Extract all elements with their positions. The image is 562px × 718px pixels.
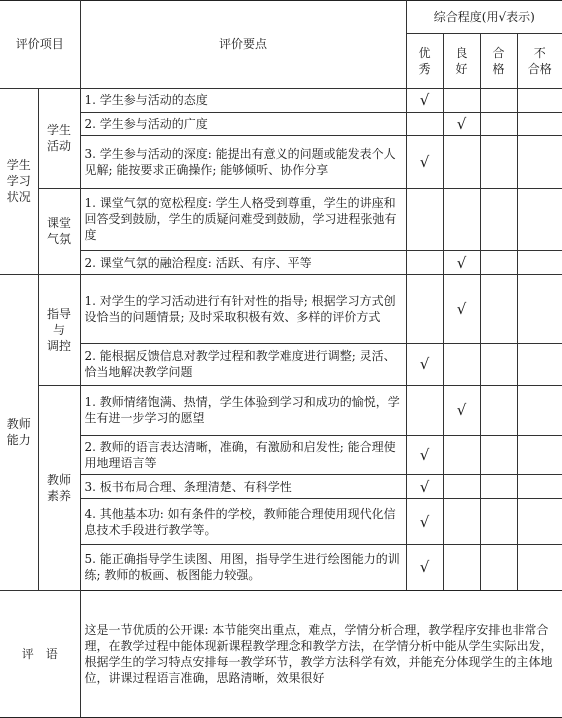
grade-cell xyxy=(443,385,480,435)
table-row xyxy=(0,435,562,475)
check-mark-icon: √ xyxy=(419,91,430,110)
evaluation-point: 1. 教师情绪饱满、热情，学生体验到学习和成功的愉悦，学生有进一步学习的愿望 xyxy=(80,385,406,435)
grade-cell xyxy=(517,88,562,112)
header-item: 评价项目 xyxy=(0,1,80,89)
grade-cell xyxy=(443,88,480,112)
grade-cell xyxy=(517,136,562,188)
grade-cell xyxy=(443,544,480,590)
table-row xyxy=(0,544,562,590)
grade-cell xyxy=(517,499,562,545)
grade-cell xyxy=(406,499,443,545)
grade-cell xyxy=(443,112,480,136)
grade-cell xyxy=(443,343,480,385)
grade-cell xyxy=(406,385,443,435)
section-label: 学生 学习 状况 xyxy=(0,88,38,275)
evaluation-point: 2. 课堂气氛的融洽程度: 活跃、有序、平等 xyxy=(80,251,406,275)
header-row-1 xyxy=(0,1,562,34)
comment-label: 评 语 xyxy=(0,590,80,717)
check-mark-icon: √ xyxy=(419,445,430,464)
grade-cell xyxy=(443,475,480,499)
grade-cell xyxy=(406,88,443,112)
grade-cell xyxy=(517,275,562,344)
evaluation-point: 4. 其他基本功: 如有条件的学校，教师能合理使用现代化信息技术手段进行教学等。 xyxy=(80,499,406,545)
evaluation-point: 1. 课堂气氛的宽松程度: 学生人格受到尊重，学生的讲座和回答受到鼓励，学生的质疑问难受到鼓励，学习进程张弛有度 xyxy=(80,188,406,251)
grade-cell xyxy=(480,475,517,499)
grade-cell xyxy=(480,188,517,251)
grade-cell xyxy=(480,435,517,475)
table-row xyxy=(0,385,562,435)
section-label: 教师 能力 xyxy=(0,275,38,591)
grade-cell xyxy=(406,251,443,275)
grade-cell xyxy=(480,544,517,590)
grade-cell xyxy=(406,475,443,499)
grade-cell xyxy=(480,112,517,136)
table-row xyxy=(0,475,562,499)
table-row xyxy=(0,275,562,344)
comment-text: 这是一节优质的公开课: 本节能突出重点，难点，学情分析合理，教学程序安排也非常合理，在教学过程中能体现新课程教学理念和教学方法，在学情分析中能从学生实际出发，根据学生的学习特点安排每一教学环节，教学方法科学有效，并能充分体现学生的主体地位，讲课过程语言准确，思路清晰，效果很好 xyxy=(80,590,562,717)
grade-excellent-header: 优 秀 xyxy=(406,34,443,88)
check-mark-icon: √ xyxy=(419,477,430,496)
grade-cell xyxy=(443,499,480,545)
group-label: 教师 素养 xyxy=(38,385,80,590)
grade-cell xyxy=(406,544,443,590)
grade-good-header: 良 好 xyxy=(443,34,480,88)
grade-cell xyxy=(406,136,443,188)
group-label: 学生 活动 xyxy=(38,88,80,188)
evaluation-point: 3. 板书布局合理、条理清楚、有科学性 xyxy=(80,475,406,499)
evaluation-point: 2. 能根据反馈信息对教学过程和教学难度进行调整; 灵活、恰当地解决教学问题 xyxy=(80,343,406,385)
header-degree: 综合程度(用√表示) xyxy=(406,1,562,34)
check-mark-icon: √ xyxy=(456,253,467,272)
group-label: 指导 与 调控 xyxy=(38,275,80,385)
grade-cell xyxy=(517,112,562,136)
table-row xyxy=(0,343,562,385)
comment-row xyxy=(0,590,562,717)
grade-cell xyxy=(443,251,480,275)
grade-cell xyxy=(517,385,562,435)
table-row xyxy=(0,136,562,188)
table-row xyxy=(0,112,562,136)
grade-cell xyxy=(480,88,517,112)
grade-cell xyxy=(480,343,517,385)
grade-cell xyxy=(443,435,480,475)
check-mark-icon: √ xyxy=(456,299,467,318)
evaluation-point: 1. 对学生的学习活动进行有针对性的指导; 根据学习方式创设恰当的问题情景; 及时采取积极有效、多样的评价方式 xyxy=(80,275,406,344)
grade-cell xyxy=(480,499,517,545)
evaluation-point: 1. 学生参与活动的态度 xyxy=(80,88,406,112)
grade-cell xyxy=(517,251,562,275)
grade-cell xyxy=(406,275,443,344)
grade-cell xyxy=(480,251,517,275)
grade-cell xyxy=(443,275,480,344)
table-row xyxy=(0,188,562,251)
check-mark-icon: √ xyxy=(419,558,430,577)
grade-fail-header: 不 合格 xyxy=(517,34,562,88)
grade-cell xyxy=(443,136,480,188)
grade-cell xyxy=(517,343,562,385)
check-mark-icon: √ xyxy=(419,153,430,172)
grade-cell xyxy=(517,475,562,499)
grade-cell xyxy=(406,112,443,136)
evaluation-body xyxy=(0,88,562,590)
check-mark-icon: √ xyxy=(456,114,467,133)
grade-cell xyxy=(517,188,562,251)
grade-cell xyxy=(406,188,443,251)
grade-cell xyxy=(480,136,517,188)
grade-cell xyxy=(480,275,517,344)
table-row xyxy=(0,251,562,275)
table-row xyxy=(0,499,562,545)
evaluation-point: 2. 教师的语言表达清晰，准确，有激励和启发性; 能合理使用地理语言等 xyxy=(80,435,406,475)
check-mark-icon: √ xyxy=(456,401,467,419)
grade-cell xyxy=(406,435,443,475)
evaluation-point: 3. 学生参与活动的深度: 能提出有意义的问题或能发表个人见解; 能按要求正确操作; 能够倾听、协作分享 xyxy=(80,136,406,188)
header-points: 评价要点 xyxy=(80,1,406,89)
evaluation-point: 2. 学生参与活动的广度 xyxy=(80,112,406,136)
grade-cell xyxy=(406,343,443,385)
grade-pass-header: 合 格 xyxy=(480,34,517,88)
grade-cell xyxy=(517,544,562,590)
grade-cell xyxy=(443,188,480,251)
table-row xyxy=(0,88,562,112)
evaluation-point: 5. 能正确指导学生读图、用图，指导学生进行绘图能力的训练; 教师的板画、板图能力较强。 xyxy=(80,544,406,590)
check-mark-icon: √ xyxy=(419,512,430,531)
check-mark-icon: √ xyxy=(419,355,430,374)
grade-cell xyxy=(480,385,517,435)
grade-cell xyxy=(517,435,562,475)
group-label: 课堂 气氛 xyxy=(38,188,80,274)
